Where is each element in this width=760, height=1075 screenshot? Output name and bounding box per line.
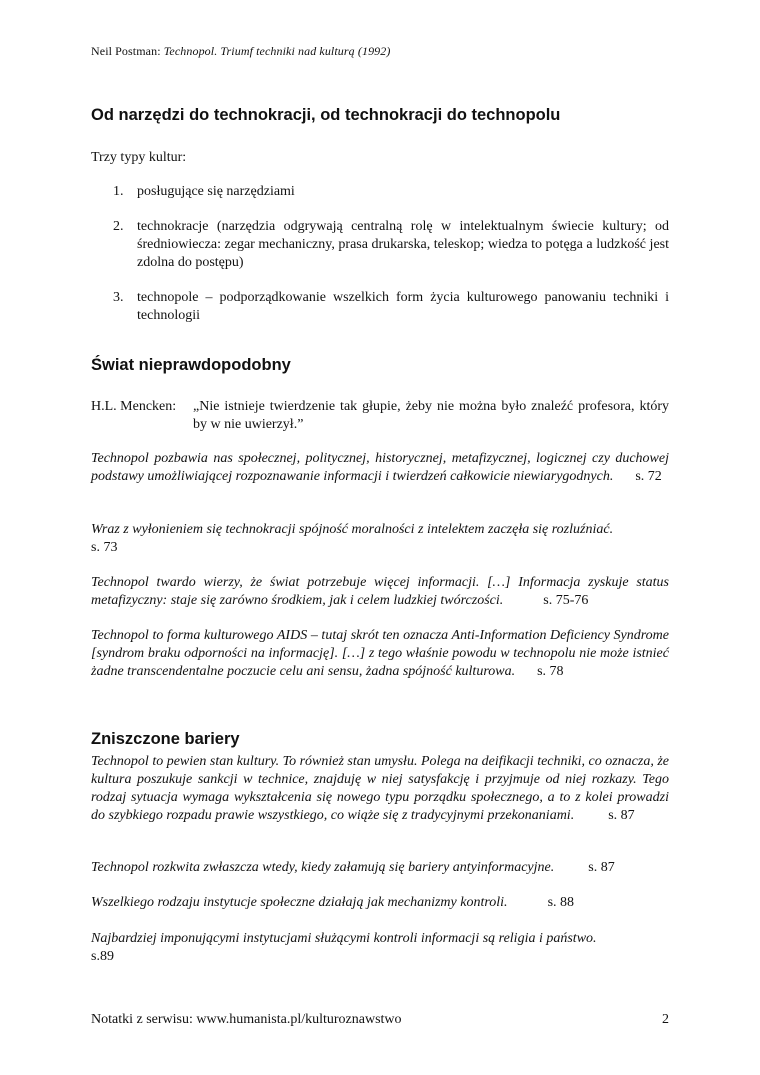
running-header — [91, 44, 390, 59]
paragraph — [91, 930, 669, 966]
paragraph-text: Technopol pozbawia nas społecznej, politycznej, historycznej, metafizycznej, logicznej czy duchowej podstawy umożliwiającej rozpoznawanie informacji i twierdzeń całkowicie niewiarygodnych. — [91, 451, 669, 484]
page-citation: s. 75-76 — [543, 593, 589, 608]
list-number: 3. — [113, 290, 124, 305]
quote-text: „Nie istnieje twierdzenie tak głupie, żeby nie można było znaleźć profesora, który by w nie uwierzył.” — [193, 399, 669, 432]
paragraph-text: Najbardziej imponującymi instytucjami służącymi kontroli informacji są religia i państwo. — [91, 931, 597, 946]
page-number: 2 — [662, 1012, 669, 1027]
paragraph-text: Technopol twardo wierzy, że świat potrzebuje więcej informacji. […] Informacja zyskuje status metafizyczny: staje się zarówno środkiem, jak i celem ludzkiej twórczości. — [91, 575, 669, 608]
section-heading-3: Zniszczone bariery — [91, 730, 240, 748]
page-citation: s. 87 — [608, 808, 635, 823]
paragraph — [91, 574, 669, 610]
list-item-2 — [113, 218, 669, 272]
paragraph — [91, 450, 669, 486]
list-item-3 — [113, 289, 669, 325]
page-citation: s. 78 — [537, 664, 564, 679]
page-citation: s. 72 — [635, 469, 662, 484]
paragraph — [91, 753, 669, 825]
list-text: technokracje (narzędzia odgrywają centralną rolę w intelektualnym świecie kultury; od średniowiecza: zegar mechaniczny, prasa drukarska, teleskop; wiedza to potęga a ludzkość jest zdolna do postępu) — [137, 219, 669, 270]
paragraph-text: Wszelkiego rodzaju instytucje społeczne działają jak mechanizmy kontroli. — [91, 895, 508, 910]
list-text: technopole – podporządkowanie wszelkich form życia kulturowego panowaniu techniki i technologii — [137, 290, 669, 323]
section-heading-1: Od narzędzi do technokracji, od technokracji do technopolu — [91, 106, 561, 124]
list-text: posługujące się narzędziami — [137, 184, 295, 199]
header-author: Neil Postman: — [91, 44, 161, 58]
paragraph-text: Wraz z wyłonieniem się technokracji spójność moralności z intelektem zaczęła się rozluźniać. — [91, 522, 614, 537]
paragraph — [91, 859, 669, 877]
section-heading-2: Świat nieprawdopodobny — [91, 356, 291, 374]
paragraph-text: Technopol to pewien stan kultury. To również stan umysłu. Polega na deifikacji techniki, co oznacza, że kultura poszukuje sankcji w technice, znajduję w niej satysfakcję i przyjmuje od niej rozkazy. Tego rodzaj sytuacja wymaga wykształcenia się nowego typu porządku społecznego, a to z kolei prowadzi do szybkiego rozpadu prawie wszystkiego, co wiąże się z tradycyjnymi przekonaniami. — [91, 754, 669, 823]
list-number: 1. — [113, 184, 124, 199]
paragraph — [91, 627, 669, 681]
paragraph-text: Technopol to forma kulturowego AIDS – tutaj skrót ten oznacza Anti-Information Deficiency Syndrome [syndrom braku odporności na informację]. […] z tego właśnie powodu w technopolu nie może istnieć żadne transcendentalne poczucie celu ani sensu, żadna spójność kulturowa. — [91, 628, 669, 679]
paragraph — [91, 521, 669, 557]
page-footer — [91, 1012, 669, 1028]
page-citation: s. 88 — [547, 895, 575, 910]
header-title: Technopol. Triumf techniki nad kulturą (1992) — [163, 44, 391, 58]
page-citation: s.89 — [91, 949, 114, 964]
list-item-1 — [113, 183, 669, 201]
page-citation: s. 73 — [91, 540, 118, 555]
paragraph-text: Technopol rozkwita zwłaszcza wtedy, kiedy załamują się bariery antyinformacyjne. — [91, 860, 555, 875]
paragraph — [91, 894, 669, 912]
page-citation: s. 87 — [588, 860, 615, 875]
intro-text: Trzy typy kultur: — [91, 150, 187, 165]
list-number: 2. — [113, 219, 124, 234]
quote — [91, 398, 669, 434]
footer-text: Notatki z serwisu: www.humanista.pl/kulturoznawstwo — [91, 1012, 402, 1027]
quote-author: H.L. Mencken: — [91, 399, 177, 414]
